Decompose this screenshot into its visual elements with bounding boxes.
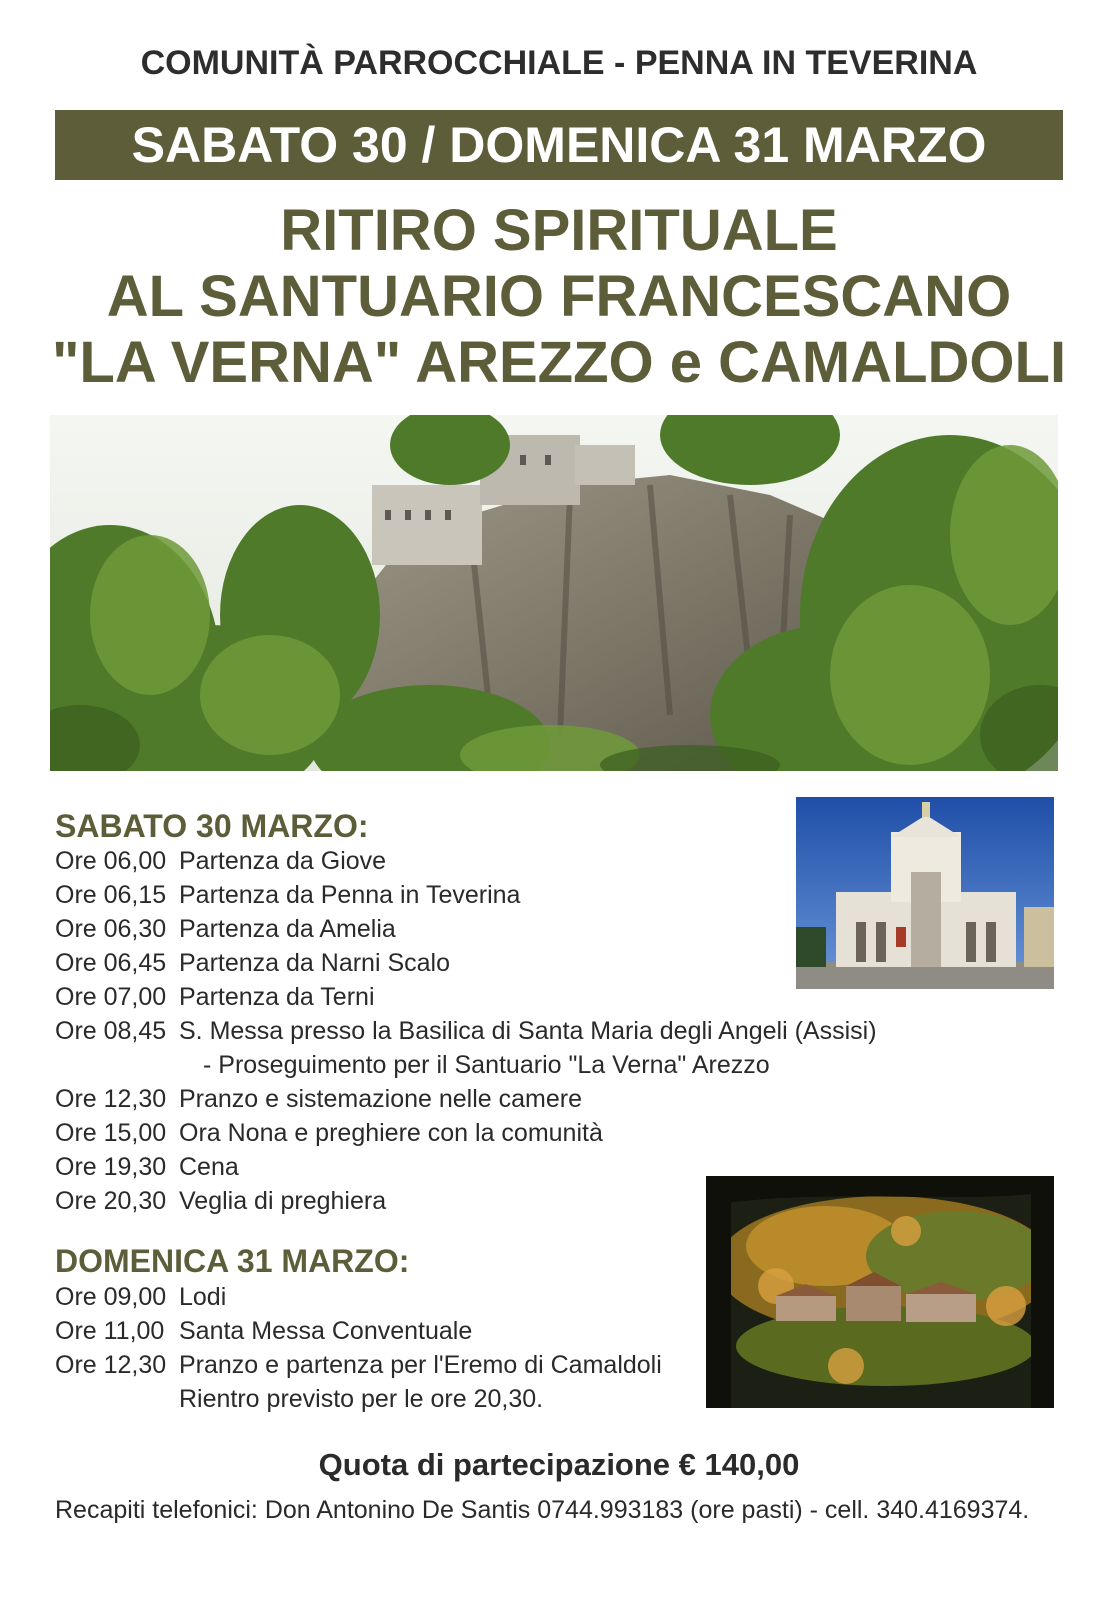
title-line-2: AL SANTUARIO FRANCESCANO [106,264,1012,329]
saturday-schedule [55,844,877,1218]
list-item: Ore 20,30 Veglia di preghiera [55,1187,387,1215]
title-line-1: RITIRO SPIRITUALE [280,198,838,263]
date-banner-text: SABATO 30 / DOMENICA 31 MARZO [131,117,987,173]
list-item: Ore 11,00 Santa Messa Conventuale [55,1317,473,1345]
list-item: Ore 15,00 Ora Nona e preghiere con la comunità [55,1119,603,1147]
list-item: Ore 12,30 Pranzo e sistemazione nelle camere [55,1085,582,1113]
community-header: COMUNITÀ PARROCCHIALE - PENNA IN TEVERINA [140,44,978,82]
printer-logo [28,1390,36,1470]
list-item: Ore 06,00 Partenza da Giove [55,847,387,875]
la-verna-photo [50,415,1058,771]
list-item: Ore 19,30 Cena [55,1153,239,1181]
list-item: Ore 06,45 Partenza da Narni Scalo [55,949,450,977]
sunday-heading: DOMENICA 31 MARZO: [55,1243,410,1279]
saturday-heading: SABATO 30 MARZO: [55,808,369,844]
saturday-continuation: - Proseguimento per il Santuario "La Verna" Arezzo [203,1051,770,1079]
sunday-continuation: Rientro previsto per le ore 20,30. [179,1385,544,1413]
event-title [0,198,1118,396]
list-item: Ore 07,00 Partenza da Terni [55,983,375,1011]
list-item: Ore 06,30 Partenza da Amelia [55,915,396,943]
list-item: Ore 08,45 S. Messa presso la Basilica di Santa Maria degli Angeli (Assisi) [55,1017,877,1045]
title-line-3: "LA VERNA" AREZZO e CAMALDOLI [51,330,1067,395]
contact-info: Recapiti telefonici: Don Antonino De Santis 0744.993183 (ore pasti) - cell. 340.4169374. [55,1496,1030,1524]
list-item: Ore 09,00 Lodi [55,1283,227,1311]
list-item: Ore 06,15 Partenza da Penna in Teverina [55,881,521,909]
sunday-schedule [55,1280,662,1416]
list-item: Ore 12,30 Pranzo e partenza per l'Eremo di Camaldoli [55,1351,662,1379]
date-banner [55,110,1063,180]
participation-fee: Quota di partecipazione € 140,00 [318,1447,800,1482]
